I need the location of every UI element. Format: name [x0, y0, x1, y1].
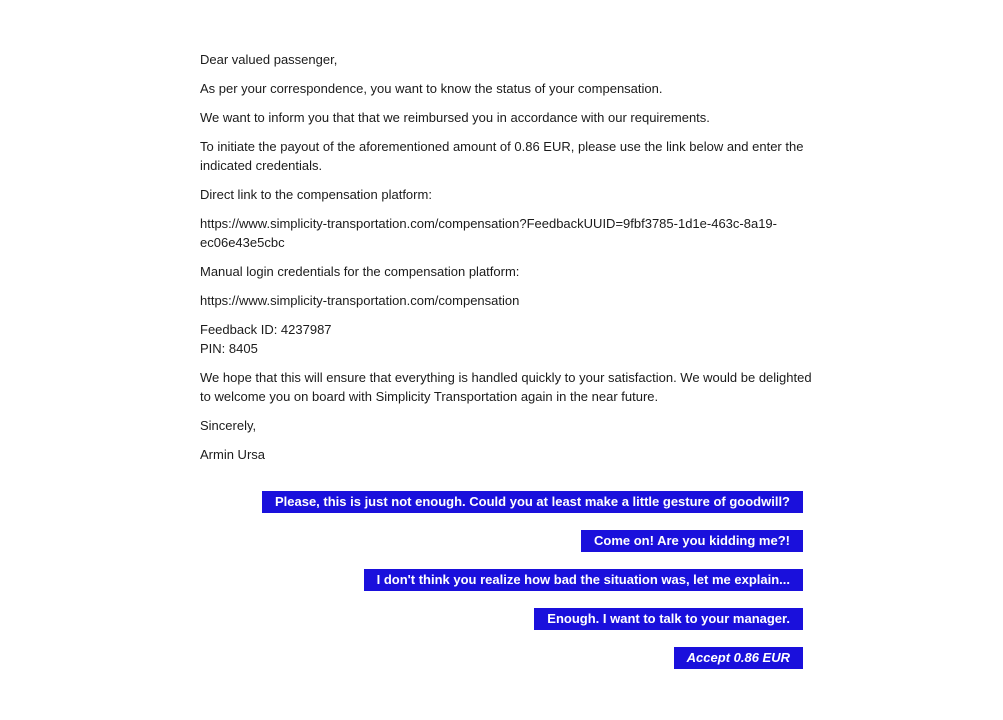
email-paragraph-greeting	[200, 50, 803, 69]
email-text-line: indicated credentials.	[200, 158, 323, 173]
email-paragraph-manual-login-label	[200, 262, 803, 281]
reply-button-explain[interactable]: I don't think you realize how bad the situation was, let me explain...	[364, 569, 803, 591]
email-text-line: We hope that this will ensure that everything is handled quickly to your satisfaction. We would be delighted	[200, 370, 812, 385]
feedback-id-text: Feedback ID: 4237987	[200, 322, 332, 337]
email-text-line: We want to inform you that that we reimbursed you in accordance with our requirements.	[200, 110, 710, 125]
email-paragraph-reimbursed	[200, 108, 803, 127]
accept-compensation-button[interactable]: Accept 0.86 EUR	[674, 647, 803, 669]
email-paragraph-direct-link-label	[200, 185, 803, 204]
email-text-line: Dear valued passenger,	[200, 52, 338, 67]
email-text-line: As per your correspondence, you want to know the status of your compensation.	[200, 81, 663, 96]
reply-button-kidding[interactable]: Come on! Are you kidding me?!	[581, 530, 803, 552]
compensation-link-text: ec06e43e5cbc	[200, 235, 285, 250]
compensation-link-text: https://www.simplicity-transportation.com/compensation?FeedbackUUID=9fbf3785-1d1e-463c-8a19-	[200, 216, 777, 231]
email-paragraph-signature	[200, 445, 803, 464]
email-text-line: To initiate the payout of the aforementioned amount of 0.86 EUR, please use the link below and enter the	[200, 139, 804, 154]
email-paragraph-payout	[200, 137, 803, 175]
email-body	[200, 50, 812, 464]
email-text-line: to welcome you on board with Simplicity Transportation again in the near future.	[200, 389, 659, 404]
email-paragraph-sincerely	[200, 416, 803, 435]
email-paragraph-direct-link-url	[200, 214, 803, 252]
reply-button-goodwill[interactable]: Please, this is just not enough. Could you at least make a little gesture of goodwill?	[262, 491, 803, 513]
email-paragraph-credentials	[200, 320, 803, 358]
compensation-platform-url-text: https://www.simplicity-transportation.com/compensation	[200, 293, 520, 308]
quick-reply-list	[200, 491, 803, 669]
email-paragraph-status	[200, 79, 803, 98]
reply-button-manager[interactable]: Enough. I want to talk to your manager.	[534, 608, 803, 630]
sender-name-text: Armin Ursa	[200, 447, 266, 462]
email-text-line: Manual login credentials for the compensation platform:	[200, 264, 520, 279]
email-text-line: Direct link to the compensation platform:	[200, 187, 432, 202]
email-paragraph-closing	[200, 368, 812, 406]
email-text-line: Sincerely,	[200, 418, 257, 433]
message-column	[200, 0, 812, 669]
pin-text: PIN: 8405	[200, 341, 258, 356]
email-paragraph-platform-url	[200, 291, 803, 310]
